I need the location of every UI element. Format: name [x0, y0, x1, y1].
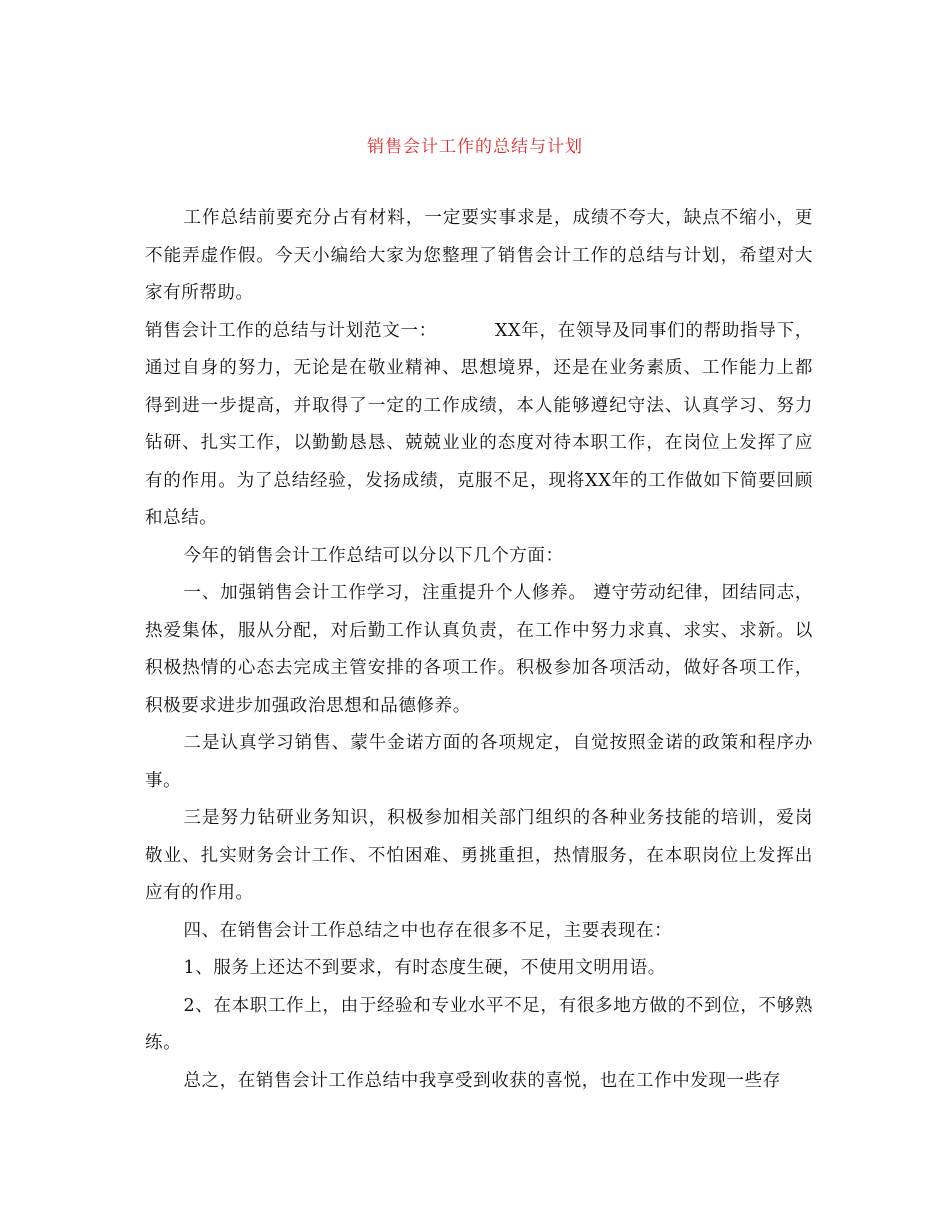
paragraph-point-one: 一、加强销售会计工作学习，注重提升个人修养。 遵守劳动纪律，团结同志，热爱集体，服从分配，对后勤工作认真负责，在工作中努力求真、求实、求新。以积极热情的心态去完成主管安排的各项工作。积极参加各项活动，做好各项工作，积极要求进步加强政治思想和品德修养。	[145, 583, 813, 716]
sample-one-text: XX年，在领导及同事们的帮助指导下，通过自身的努力，无论是在敬业精神、思想境界，还是在业务素质、工作能力上都得到进一步提高，并取得了一定的工作成绩，本人能够遵纪守法、认真学习、努力钻研、扎实工作，以勤勤恳恳、兢兢业业的态度对待本职工作，在岗位上发挥了应有的作用。为了总结经验，发扬成绩，克服不足，现将XX年的工作做如下简要回顾和总结。	[145, 320, 813, 528]
paragraph-intro: 工作总结前要充分占有材料，一定要实事求是，成绩不夸大，缺点不缩小，更不能弄虚作假。今天小编给大家为您整理了销售会计工作的总结与计划，希望对大家有所帮助。	[145, 208, 813, 303]
sample-one-heading: 销售会计工作的总结与计划范文一：	[145, 320, 437, 341]
paragraph-point-four: 四、在销售会计工作总结之中也存在很多不足，主要表现在：	[183, 920, 673, 941]
document-title: 销售会计工作的总结与计划	[367, 137, 583, 157]
paragraph-point-three: 三是努力钻研业务知识，积极参加相关部门组织的各种业务技能的培训，爱岗敬业、扎实财务会计工作、不怕困难、勇挑重担，热情服务，在本职岗位上发挥出应有的作用。	[145, 808, 813, 903]
paragraph-shortcoming-one: 1、服务上还达不到要求，有时态度生硬，不使用文明用语。	[183, 958, 666, 978]
paragraph-sample-one	[145, 313, 813, 538]
paragraph-shortcoming-two: 2、在本职工作上，由于经验和专业水平不足，有很多地方做的不到位，不够熟练。	[145, 995, 813, 1053]
document-body	[145, 200, 813, 1100]
paragraph-conclusion: 总之，在销售会计工作总结中我享受到收获的喜悦，也在工作中发现一些存	[183, 1070, 781, 1091]
paragraph-aspects: 今年的销售会计工作总结可以分以下几个方面：	[183, 545, 564, 566]
paragraph-point-two: 二是认真学习销售、蒙牛金诺方面的各项规定，自觉按照金诺的政策和程序办事。	[145, 733, 813, 791]
